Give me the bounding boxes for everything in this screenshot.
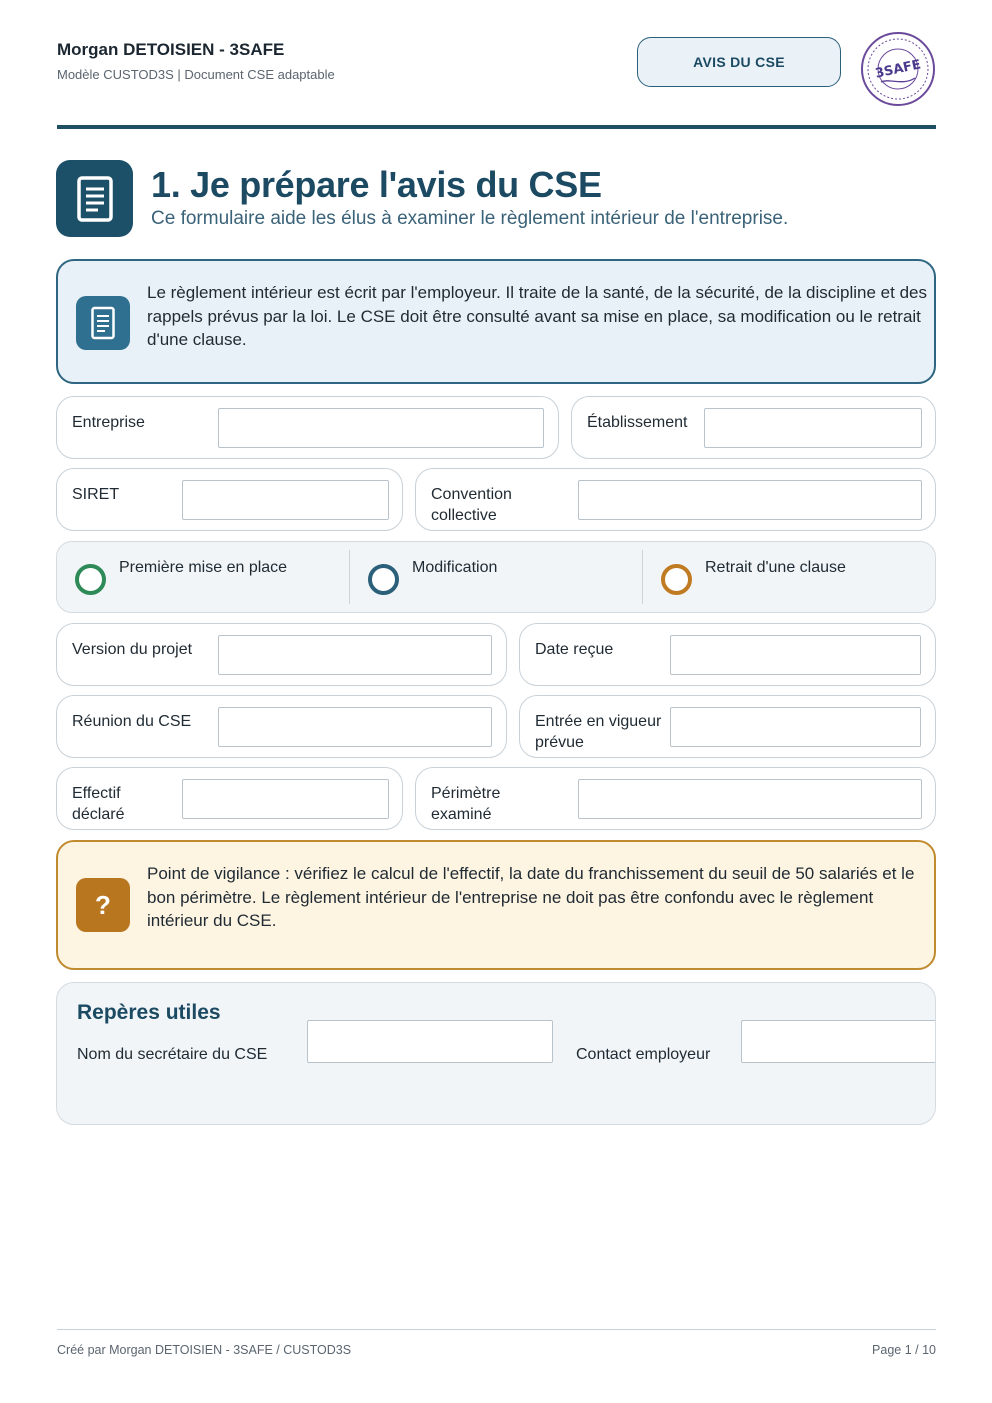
version-input[interactable] xyxy=(218,635,492,675)
radio-label: Modification xyxy=(412,559,498,576)
page-subtitle: Ce formulaire aide les élus à examiner le règlement intérieur de l'entreprise. xyxy=(151,208,789,229)
svg-text:3SAFE: 3SAFE xyxy=(873,57,923,82)
field-siret xyxy=(56,468,403,531)
entree-vigueur-input[interactable] xyxy=(670,707,921,747)
field-entree-vigueur xyxy=(519,695,936,758)
effectif-input[interactable] xyxy=(182,779,389,819)
radio-circle-icon[interactable] xyxy=(368,564,399,595)
3safe-stamp-logo xyxy=(859,30,937,108)
field-perimetre xyxy=(415,767,936,830)
consultation-type-group xyxy=(56,541,936,613)
field-date-recue xyxy=(519,623,936,686)
contact-input[interactable] xyxy=(741,1020,936,1063)
field-label: Périmètre examiné xyxy=(431,785,501,823)
page-number: Page 1 / 10 xyxy=(872,1343,936,1357)
document-icon xyxy=(76,296,130,350)
avis-cse-badge: AVIS DU CSE xyxy=(637,37,841,87)
convention-input[interactable] xyxy=(578,480,922,520)
info-text: Le règlement intérieur est écrit par l'employeur. Il traite de la santé, de la sécurité, de la discipline et des rappels prévus par la loi. Le CSE doit être consulté avant sa mise en place, sa modification ou le retrait d'une clause. xyxy=(147,283,927,349)
document-icon xyxy=(56,160,133,237)
field-label: Version du projet xyxy=(72,641,193,658)
field-label: Entreprise xyxy=(72,414,145,431)
field-label: Entrée en vigueur prévue xyxy=(535,713,662,751)
field-label: Effectif déclaré xyxy=(72,785,125,823)
radio-label: Première mise en place xyxy=(119,559,288,576)
reperes-section xyxy=(56,982,936,1125)
secretaire-label: Nom du secrétaire du CSE xyxy=(77,1046,268,1063)
header-model-line: Modèle CUSTOD3S | Document CSE adaptable xyxy=(57,67,335,82)
footer-credit: Créé par Morgan DETOISIEN - 3SAFE / CUSTOD3S xyxy=(57,1343,352,1357)
field-label: Date reçue xyxy=(535,641,614,658)
entreprise-input[interactable] xyxy=(218,408,544,448)
field-entreprise xyxy=(56,396,559,459)
field-version xyxy=(56,623,507,686)
vigilance-text: Point de vigilance : vérifiez le calcul de l'effectif, la date du franchissement du seuil de 50 salariés et le bon périmètre. Le règlement intérieur de l'entreprise ne doit pas être confondu avec le règlement intérieur du CSE. xyxy=(147,864,915,930)
reperes-title: Repères utiles xyxy=(77,1001,221,1024)
radio-circle-icon[interactable] xyxy=(75,564,106,595)
radio-label: Retrait d'une clause xyxy=(705,559,846,576)
etablissement-input[interactable] xyxy=(704,408,922,448)
radio-modification[interactable] xyxy=(350,542,642,614)
field-effectif xyxy=(56,767,403,830)
header-author: Morgan DETOISIEN - 3SAFE xyxy=(57,40,285,59)
question-icon: ? xyxy=(76,878,130,932)
field-label: SIRET xyxy=(72,486,120,503)
field-label: Réunion du CSE xyxy=(72,713,192,730)
vigilance-callout xyxy=(56,840,936,970)
radio-retrait-clause[interactable] xyxy=(643,542,935,614)
field-label: Convention collective xyxy=(431,486,512,524)
field-etablissement xyxy=(571,396,936,459)
perimetre-input[interactable] xyxy=(578,779,922,819)
radio-premiere-mise-en-place[interactable] xyxy=(57,542,349,614)
header-divider xyxy=(57,125,936,129)
reunion-input[interactable] xyxy=(218,707,492,747)
page-title: 1. Je prépare l'avis du CSE xyxy=(151,164,602,205)
date-recue-input[interactable] xyxy=(670,635,921,675)
contact-label: Contact employeur xyxy=(576,1046,711,1063)
siret-input[interactable] xyxy=(182,480,389,520)
field-convention xyxy=(415,468,936,531)
field-reunion xyxy=(56,695,507,758)
footer-divider xyxy=(57,1329,936,1330)
info-callout xyxy=(56,259,936,384)
field-label: Établissement xyxy=(587,414,688,431)
radio-circle-icon[interactable] xyxy=(661,564,692,595)
secretaire-input[interactable] xyxy=(307,1020,553,1063)
